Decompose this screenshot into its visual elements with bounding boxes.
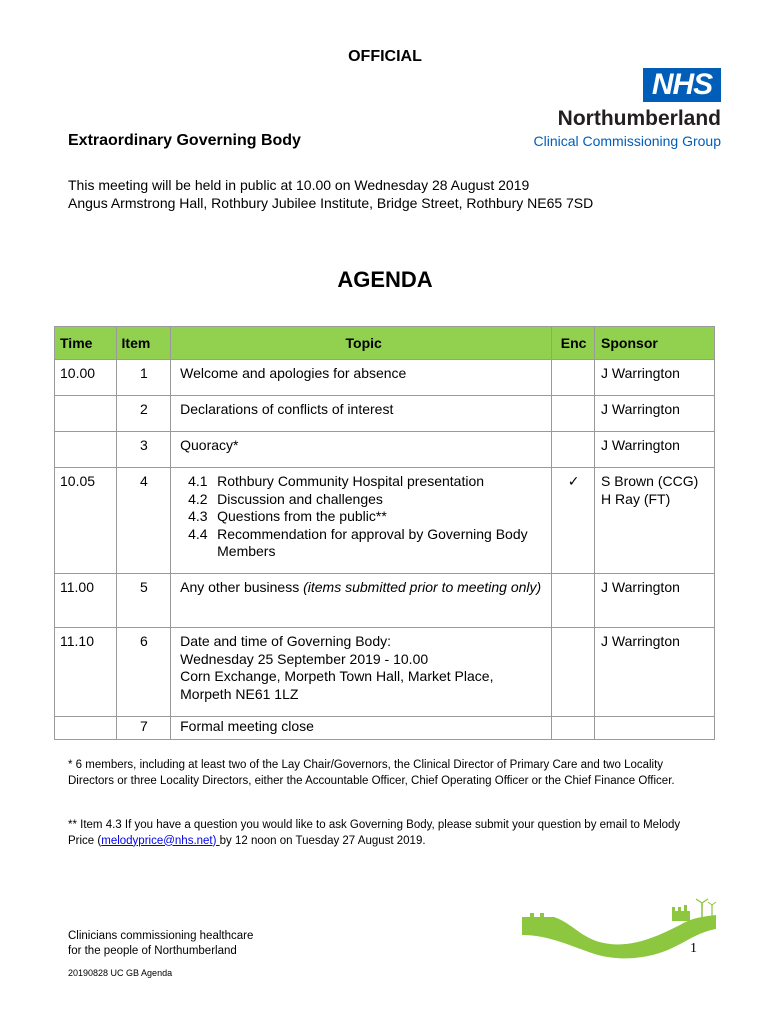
sponsor-cell: J Warrington [595, 628, 715, 717]
enc-cell [552, 574, 595, 628]
sponsor-cell [595, 468, 715, 574]
sponsor-cell: J Warrington [595, 360, 715, 396]
sponsor-cell: J Warrington [595, 574, 715, 628]
agenda-heading: AGENDA [337, 267, 433, 292]
agenda-row [55, 468, 715, 574]
agenda-row [55, 360, 715, 396]
enc-cell [552, 717, 595, 740]
subitem [180, 526, 547, 561]
email-link[interactable]: melodyprice@nhs.net) [101, 834, 220, 847]
organisation-name: Northumberland [557, 107, 721, 130]
agenda-row [55, 396, 715, 432]
topic-cell [171, 628, 552, 717]
page-number: 1 [690, 941, 697, 956]
topic-note: (items submitted prior to meeting only) [303, 579, 542, 595]
subitem-text: Rothbury Community Hospital presentation [217, 473, 485, 489]
sponsor-line: H Ray (FT) [601, 490, 671, 507]
topic-cell: Welcome and apologies for absence [171, 360, 552, 396]
enc-cell [552, 432, 595, 468]
nhs-logo-text: NHS [651, 68, 713, 101]
topic-cell: Declarations of conflicts of interest [171, 396, 552, 432]
time-cell: 11.00 [55, 574, 117, 628]
time-cell: 10.05 [55, 468, 117, 574]
footnote-text: by 12 noon on Tuesday 27 August 2019. [219, 834, 426, 847]
agenda-row [55, 432, 715, 468]
column-header-sponsor: Sponsor [595, 327, 715, 360]
agenda-row [55, 628, 715, 717]
agenda-header-row [55, 327, 715, 360]
subitem-number: 4.4 [188, 525, 208, 542]
enclosure-check-icon: ✓ [552, 468, 595, 574]
item-cell: 6 [116, 628, 171, 717]
quoracy-footnote: * 6 members, including at least two of the Lay Chair/Governors, the Clinical Director of Primary Care and two Locality Directors or three Locality Directors, either the Accountable Officer, Chief Operating Officer or the Chief Finance Officer. [68, 759, 675, 787]
turbine-blades [696, 899, 708, 909]
topic-line: Date and time of Governing Body: [180, 633, 392, 649]
column-header-enc: Enc [552, 327, 595, 360]
subitem [180, 473, 547, 491]
sponsor-cell: J Warrington [595, 396, 715, 432]
enc-cell [552, 360, 595, 396]
topic-cell: Quoracy* [171, 432, 552, 468]
questions-footnote [68, 818, 708, 849]
time-cell [55, 396, 117, 432]
sponsor-cell: J Warrington [595, 432, 715, 468]
subitem-text: Discussion and challenges [217, 490, 383, 507]
castle-shape [672, 905, 690, 921]
agenda-table [54, 326, 715, 740]
agenda-row [55, 574, 715, 628]
subitem-list [180, 473, 547, 561]
topic-line: Morpeth NE61 1LZ [180, 685, 299, 702]
enc-cell [552, 628, 595, 717]
subitem [180, 508, 547, 526]
enc-cell [552, 396, 595, 432]
item-cell: 1 [116, 360, 171, 396]
topic-cell: Formal meeting close [171, 717, 552, 740]
item-cell: 2 [116, 396, 171, 432]
organisation-subtitle: Clinical Commissioning Group [533, 133, 721, 149]
subitem-number: 4.2 [188, 490, 208, 507]
time-cell [55, 717, 117, 740]
topic-line: Corn Exchange, Morpeth Town Hall, Market Place, [180, 668, 494, 684]
sponsor-line: S Brown (CCG) [601, 473, 699, 489]
item-cell: 5 [116, 574, 171, 628]
meeting-venue-line: Angus Armstrong Hall, Rothbury Jubilee Institute, Bridge Street, Rothbury NE65 7SD [68, 195, 594, 211]
time-cell: 10.00 [55, 360, 117, 396]
column-header-topic: Topic [171, 327, 552, 360]
subitem-text: Questions from the public** [217, 508, 387, 524]
footer-slogan-line: Clinicians commissioning healthcare [68, 930, 254, 942]
footer-slogan-line: for the people of Northumberland [68, 945, 237, 957]
document-classification: OFFICIAL [348, 48, 422, 65]
topic-text: Any other business [180, 579, 304, 595]
subitem-number: 4.1 [188, 473, 208, 489]
document-reference: 20190828 UC GB Agenda [68, 968, 173, 978]
column-header-item: Item [116, 327, 171, 360]
turbine-blades [708, 902, 716, 910]
item-cell: 4 [116, 468, 171, 574]
subitem-text: Recommendation for approval by Governing Body Members [217, 525, 528, 559]
time-cell: 11.10 [55, 628, 117, 717]
sponsor-cell [595, 717, 715, 740]
topic-line: Wednesday 25 September 2019 - 10.00 [180, 650, 429, 667]
topic-cell [171, 574, 552, 628]
topic-cell [171, 468, 552, 574]
agenda-row [55, 717, 715, 740]
column-header-time: Time [55, 327, 117, 360]
meeting-time-line: This meeting will be held in public at 10.00 on Wednesday 28 August 2019 [68, 177, 530, 193]
meeting-title: Extraordinary Governing Body [68, 132, 301, 149]
time-cell [55, 432, 117, 468]
footnote-text: ** Item 4.3 If you have a question you would like to ask Governing Body, please submit your question by email to Melody Price ( [68, 819, 681, 847]
item-cell: 7 [116, 717, 171, 740]
subitem-number: 4.3 [188, 508, 208, 524]
item-cell: 3 [116, 432, 171, 468]
subitem [180, 491, 547, 509]
